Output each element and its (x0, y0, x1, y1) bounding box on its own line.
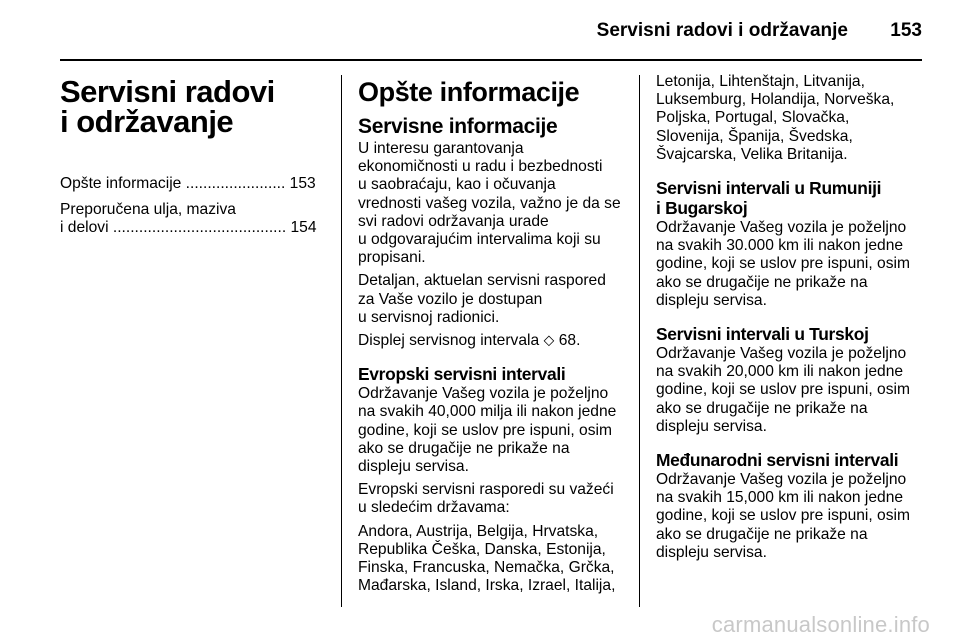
section-title: Opšte informacije (358, 77, 580, 107)
schedule-paragraph (358, 272, 626, 327)
running-header-title: Servisni radovi i održavanje (596, 20, 848, 41)
text-line: svi radovi održavanja urade (358, 212, 549, 230)
text-line: Letonija, Lihtenštajn, Litvanija, (656, 73, 865, 90)
text-line: Poljska, Portugal, Slovačka, (656, 109, 850, 127)
turkey-paragraph (656, 345, 924, 436)
european-paragraph (358, 385, 626, 476)
text-line: displeju servisa. (656, 417, 767, 435)
country-list (358, 523, 626, 596)
text-line: Detaljan, aktuelan servisni raspored (358, 272, 606, 290)
text-line: Održavanje Vašeg vozila je poželjno (656, 471, 907, 489)
chapter-title-line: i održavanje (60, 104, 234, 139)
text-line: u sledećim državama: (358, 499, 510, 517)
text-line: Švajcarska, Velika Britanija. (656, 145, 848, 163)
service-display-reference[interactable] (358, 332, 626, 350)
european-intervals-heading: Evropski servisni intervali (358, 364, 566, 385)
international-paragraph (656, 471, 924, 562)
text-line: Evropski servisni rasporedi su važeći (358, 481, 614, 499)
toc-line: Opšte informacije ....................... 153 (60, 175, 316, 192)
toc-entry-recommended-oils[interactable] (60, 201, 328, 237)
text-line: Održavanje Vašeg vozila je poželjno (358, 385, 609, 403)
text-line: godine, koji se uslov pre ispuni, osim (656, 507, 910, 525)
text-line: ako se drugačije ne prikaže na (656, 399, 868, 417)
text-line: ako se drugačije ne prikaže na (656, 525, 868, 543)
toc-entry-general-information[interactable] (60, 175, 328, 193)
text-line: Slovenija, Španija, Švedska, (656, 127, 853, 145)
text-line: godine, koji se uslov pre ispuni, osim (656, 381, 910, 399)
text-line: displeju servisa. (656, 543, 767, 561)
intro-paragraph (358, 140, 626, 267)
text-line: u servisnoj radionici. (358, 308, 500, 326)
text-line: ako se drugačije ne prikaže na (358, 439, 570, 457)
text-line: u odgovarajućim intervalima koji su (358, 231, 601, 249)
text-line: godine, koji se uslov pre ispuni, osim (358, 421, 612, 439)
text-line: na svakih 40,000 milja ili nakon jedne (358, 403, 617, 421)
international-heading: Međunarodni servisni intervali (656, 450, 899, 471)
text-line: na svakih 15,000 km ili nakon jedne (656, 489, 904, 507)
text-line: Mađarska, Island, Irska, Izrael, Italija, (358, 577, 616, 595)
text-line: displeju servisa. (656, 291, 767, 309)
column-regional-intervals (656, 73, 924, 567)
turkey-heading: Servisni intervali u Turskoj (656, 324, 869, 345)
column-general-information (358, 73, 626, 600)
text-line: Finska, Francuska, Nemačka, Grčka, (358, 559, 615, 577)
text-line: Luksemburg, Holandija, Norveška, (656, 91, 895, 109)
heading-line: Servisni intervali u Rumuniji (656, 178, 882, 199)
country-list-continued (656, 73, 924, 164)
text-line: propisani. (358, 249, 426, 267)
text-line: Održavanje Vašeg vozila je poželjno (656, 345, 907, 363)
chapter-title-line: Servisni radovi (60, 74, 275, 109)
text-line: na svakih 20,000 km ili nakon jedne (656, 363, 904, 381)
toc-line: i delovi ........................................ 154 (60, 219, 317, 237)
column-divider (341, 75, 342, 607)
chapter-title (60, 74, 328, 139)
romania-bulgaria-heading (656, 178, 924, 218)
text-line: Održavanje Vašeg vozila je poželjno (656, 219, 907, 237)
text-line: displeju servisa. (358, 458, 469, 476)
text-line: ekonomičnosti u radu i bezbednosti (358, 158, 603, 176)
column-chapter (60, 73, 328, 246)
column-divider (639, 75, 640, 607)
text-line: vrednosti vašeg vozila, važno je da se (358, 194, 621, 212)
text-line: Andora, Austrija, Belgija, Hrvatska, (358, 522, 599, 540)
header-rule (60, 59, 922, 61)
subsection-title: Servisne informacije (358, 115, 558, 138)
toc-line: Preporučena ulja, maziva (60, 201, 236, 219)
page-number: 153 (890, 20, 922, 41)
text-line: godine, koji se uslov pre ispuni, osim (656, 255, 910, 273)
text-line: za Vaše vozilo je dostupan (358, 290, 543, 308)
text-line: na svakih 30.000 km ili nakon jedne (656, 237, 904, 255)
european-validity-paragraph (358, 481, 626, 517)
text-line: u saobraćaju, kao i očuvanja (358, 176, 556, 194)
text-line: U interesu garantovanja (358, 140, 524, 157)
heading-line: i Bugarskoj (656, 198, 748, 219)
watermark-text: carmanualsonline.info (711, 612, 930, 637)
text-line: Republika Češka, Danska, Estonija, (358, 540, 606, 558)
romania-bulgaria-paragraph (656, 219, 924, 310)
text-line: ako se drugačije ne prikaže na (656, 273, 868, 291)
text-line: Displej servisnog intervala ⬦ 68. (358, 332, 581, 350)
